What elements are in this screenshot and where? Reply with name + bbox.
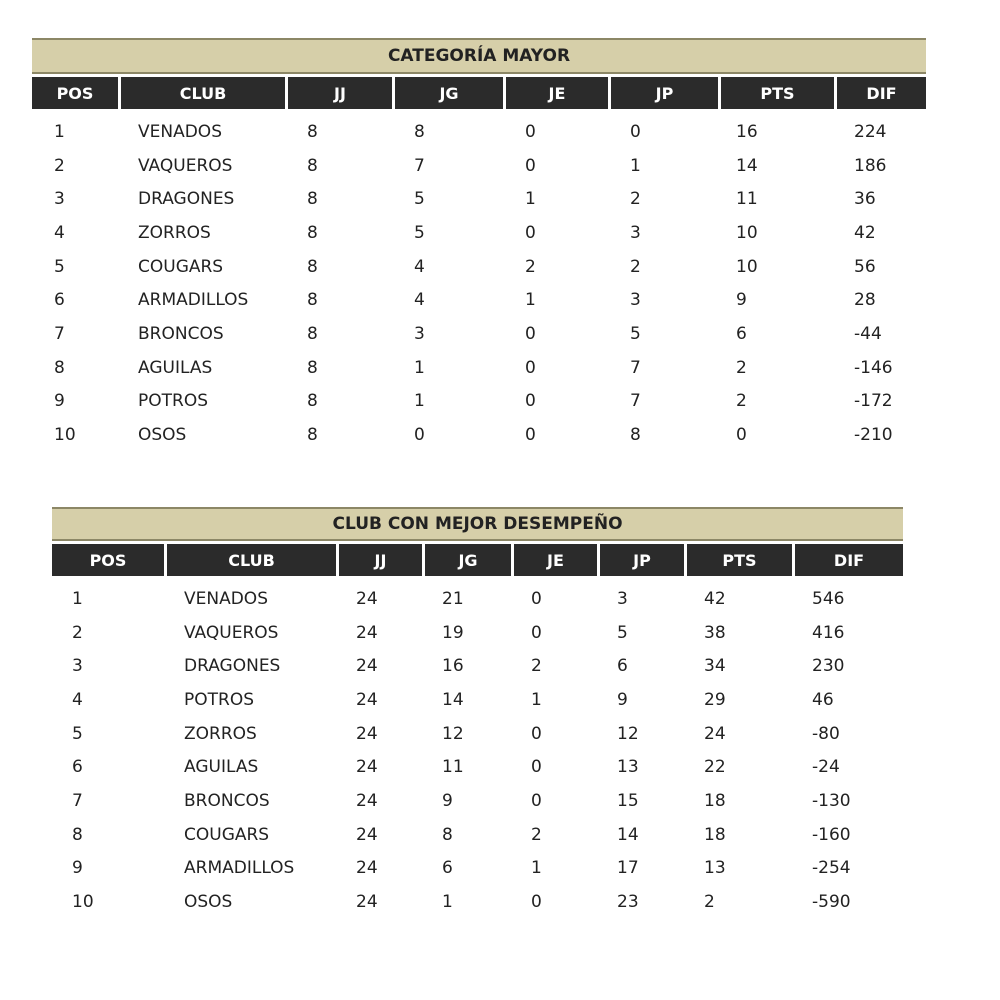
cell-pts: 18	[704, 824, 726, 845]
cell-jp: 2	[630, 256, 641, 277]
column-header-jp: JP	[608, 77, 718, 109]
cell-jp: 5	[630, 323, 641, 344]
column-header-jj: JJ	[285, 77, 392, 109]
cell-pts: 22	[704, 757, 726, 778]
cell-dif: 28	[854, 290, 876, 311]
column-header-club: CLUB	[164, 544, 336, 576]
column-header-pts: PTS	[718, 77, 834, 109]
cell-club: VAQUEROS	[138, 155, 233, 176]
cell-jp: 8	[630, 425, 641, 446]
column-header-pos: POS	[32, 77, 118, 109]
cell-jg: 8	[442, 824, 453, 845]
cell-jp: 23	[617, 892, 639, 913]
cell-dif: -80	[812, 723, 840, 744]
cell-jj: 24	[356, 824, 378, 845]
cell-club: COUGARS	[138, 256, 224, 277]
cell-jg: 8	[414, 121, 425, 142]
cell-jp: 6	[617, 656, 628, 677]
table-row	[32, 317, 926, 351]
cell-pts: 16	[736, 121, 758, 142]
cell-jj: 8	[307, 256, 318, 277]
table-row	[32, 250, 926, 284]
table-row	[52, 885, 903, 919]
table-row	[32, 351, 926, 385]
cell-pos: 10	[54, 425, 76, 446]
standings-table-categoria-mayor	[32, 38, 926, 452]
cell-club: DRAGONES	[184, 656, 281, 677]
cell-pos: 8	[54, 357, 65, 378]
cell-pts: 34	[704, 656, 726, 677]
cell-dif: 230	[812, 656, 845, 677]
cell-je: 0	[531, 757, 542, 778]
cell-jj: 8	[307, 155, 318, 176]
cell-pos: 2	[54, 155, 65, 176]
cell-jj: 24	[356, 588, 378, 609]
cell-je: 0	[525, 391, 536, 412]
column-header-je: JE	[503, 77, 608, 109]
cell-jp: 7	[630, 357, 641, 378]
cell-jj: 24	[356, 656, 378, 677]
cell-jg: 5	[414, 222, 425, 243]
cell-jg: 21	[442, 588, 464, 609]
column-header-club: CLUB	[118, 77, 285, 109]
column-header-jp: JP	[597, 544, 684, 576]
cell-jp: 1	[630, 155, 641, 176]
cell-dif: -24	[812, 757, 840, 778]
cell-club: VAQUEROS	[184, 622, 279, 643]
cell-club: POTROS	[184, 689, 255, 710]
cell-jj: 8	[307, 357, 318, 378]
cell-je: 2	[525, 256, 536, 277]
cell-pts: 2	[736, 391, 747, 412]
table-row	[52, 750, 903, 784]
table-row	[52, 616, 903, 650]
cell-jg: 1	[442, 892, 453, 913]
cell-pos: 6	[72, 757, 83, 778]
column-header-jg: JG	[422, 544, 511, 576]
cell-pos: 5	[72, 723, 83, 744]
cell-je: 0	[525, 155, 536, 176]
cell-club: BRONCOS	[138, 323, 224, 344]
cell-je: 0	[531, 588, 542, 609]
cell-pts: 29	[704, 689, 726, 710]
cell-pos: 4	[54, 222, 65, 243]
cell-pos: 7	[72, 790, 83, 811]
table-title: CATEGORÍA MAYOR	[32, 38, 926, 74]
cell-jj: 24	[356, 622, 378, 643]
table-row	[32, 283, 926, 317]
cell-pts: 9	[736, 290, 747, 311]
cell-je: 1	[525, 189, 536, 210]
cell-jj: 8	[307, 425, 318, 446]
cell-club: COUGARS	[184, 824, 270, 845]
table-row	[52, 649, 903, 683]
header-row	[32, 77, 926, 109]
cell-dif: -254	[812, 858, 851, 879]
cell-club: POTROS	[138, 391, 209, 412]
cell-pos: 6	[54, 290, 65, 311]
table-row	[32, 149, 926, 183]
cell-pos: 5	[54, 256, 65, 277]
standings-table-mejor-desempeno	[52, 507, 903, 919]
cell-jg: 12	[442, 723, 464, 744]
cell-pts: 10	[736, 222, 758, 243]
cell-club: BRONCOS	[184, 790, 270, 811]
cell-dif: 42	[854, 222, 876, 243]
cell-jp: 3	[630, 290, 641, 311]
cell-jg: 14	[442, 689, 464, 710]
cell-jj: 8	[307, 391, 318, 412]
cell-pos: 1	[72, 588, 83, 609]
table-body	[52, 576, 903, 919]
table-title: CLUB CON MEJOR DESEMPEÑO	[52, 507, 903, 541]
cell-je: 2	[531, 824, 542, 845]
cell-club: ARMADILLOS	[138, 290, 249, 311]
column-header-dif: DIF	[792, 544, 903, 576]
cell-jj: 8	[307, 189, 318, 210]
cell-jp: 0	[630, 121, 641, 142]
cell-dif: -210	[854, 425, 893, 446]
cell-pos: 9	[72, 858, 83, 879]
table-row	[52, 852, 903, 886]
cell-dif: 56	[854, 256, 876, 277]
cell-jp: 15	[617, 790, 639, 811]
cell-jj: 24	[356, 892, 378, 913]
cell-jg: 7	[414, 155, 425, 176]
cell-club: ZORROS	[138, 222, 211, 243]
cell-club: VENADOS	[184, 588, 268, 609]
cell-jj: 24	[356, 689, 378, 710]
cell-je: 0	[525, 121, 536, 142]
cell-pos: 3	[54, 189, 65, 210]
cell-jg: 1	[414, 357, 425, 378]
cell-je: 0	[525, 323, 536, 344]
cell-dif: 224	[854, 121, 887, 142]
table-row	[52, 818, 903, 852]
column-header-je: JE	[511, 544, 597, 576]
cell-pts: 14	[736, 155, 758, 176]
cell-club: AGUILAS	[184, 757, 259, 778]
cell-jj: 8	[307, 121, 318, 142]
cell-jp: 2	[630, 189, 641, 210]
cell-jg: 3	[414, 323, 425, 344]
cell-pos: 1	[54, 121, 65, 142]
cell-jj: 8	[307, 290, 318, 311]
table-body	[32, 109, 926, 452]
cell-pts: 2	[704, 892, 715, 913]
cell-je: 0	[531, 892, 542, 913]
cell-dif: -160	[812, 824, 851, 845]
cell-club: DRAGONES	[138, 189, 235, 210]
cell-jp: 3	[617, 588, 628, 609]
table-row	[32, 418, 926, 452]
cell-pts: 38	[704, 622, 726, 643]
cell-pts: 13	[704, 858, 726, 879]
cell-club: ZORROS	[184, 723, 257, 744]
cell-jj: 24	[356, 858, 378, 879]
cell-club: ARMADILLOS	[184, 858, 295, 879]
cell-dif: -590	[812, 892, 851, 913]
table-row	[52, 717, 903, 751]
cell-pts: 18	[704, 790, 726, 811]
cell-jj: 8	[307, 323, 318, 344]
cell-jp: 3	[630, 222, 641, 243]
cell-pos: 8	[72, 824, 83, 845]
cell-je: 0	[531, 790, 542, 811]
cell-dif: 186	[854, 155, 887, 176]
cell-je: 1	[531, 689, 542, 710]
cell-pts: 6	[736, 323, 747, 344]
cell-jg: 16	[442, 656, 464, 677]
cell-jj: 24	[356, 790, 378, 811]
cell-dif: 46	[812, 689, 834, 710]
table-row	[32, 109, 926, 149]
cell-dif: -44	[854, 323, 882, 344]
table-row	[32, 182, 926, 216]
cell-dif: -130	[812, 790, 851, 811]
cell-pos: 10	[72, 892, 94, 913]
cell-dif: 416	[812, 622, 845, 643]
cell-club: OSOS	[138, 425, 187, 446]
cell-jj: 24	[356, 723, 378, 744]
cell-jg: 6	[442, 858, 453, 879]
column-header-pts: PTS	[684, 544, 792, 576]
cell-jp: 5	[617, 622, 628, 643]
cell-jp: 7	[630, 391, 641, 412]
cell-pts: 42	[704, 588, 726, 609]
cell-jg: 9	[442, 790, 453, 811]
cell-dif: 546	[812, 588, 845, 609]
column-header-jg: JG	[392, 77, 503, 109]
cell-je: 0	[525, 425, 536, 446]
table-row	[52, 784, 903, 818]
cell-jp: 17	[617, 858, 639, 879]
cell-je: 1	[531, 858, 542, 879]
cell-pos: 2	[72, 622, 83, 643]
table-row	[52, 576, 903, 616]
cell-pts: 2	[736, 357, 747, 378]
cell-jg: 4	[414, 290, 425, 311]
column-header-jj: JJ	[336, 544, 422, 576]
cell-club: VENADOS	[138, 121, 222, 142]
cell-jp: 14	[617, 824, 639, 845]
cell-club: OSOS	[184, 892, 233, 913]
cell-jp: 13	[617, 757, 639, 778]
cell-jp: 9	[617, 689, 628, 710]
cell-pts: 0	[736, 425, 747, 446]
cell-pos: 9	[54, 391, 65, 412]
cell-dif: 36	[854, 189, 876, 210]
cell-jg: 5	[414, 189, 425, 210]
table-row	[32, 216, 926, 250]
cell-pos: 4	[72, 689, 83, 710]
cell-jg: 4	[414, 256, 425, 277]
cell-pts: 11	[736, 189, 758, 210]
cell-dif: -172	[854, 391, 893, 412]
column-header-dif: DIF	[834, 77, 926, 109]
cell-jj: 8	[307, 222, 318, 243]
cell-club: AGUILAS	[138, 357, 213, 378]
table-row	[32, 385, 926, 419]
cell-je: 1	[525, 290, 536, 311]
cell-pos: 3	[72, 656, 83, 677]
cell-jg: 1	[414, 391, 425, 412]
cell-je: 2	[531, 656, 542, 677]
cell-pts: 10	[736, 256, 758, 277]
cell-je: 0	[525, 357, 536, 378]
column-header-pos: POS	[52, 544, 164, 576]
cell-je: 0	[525, 222, 536, 243]
cell-jg: 11	[442, 757, 464, 778]
cell-jj: 24	[356, 757, 378, 778]
cell-jg: 19	[442, 622, 464, 643]
cell-jg: 0	[414, 425, 425, 446]
cell-pos: 7	[54, 323, 65, 344]
cell-jp: 12	[617, 723, 639, 744]
header-row	[52, 544, 903, 576]
table-row	[52, 683, 903, 717]
cell-je: 0	[531, 622, 542, 643]
cell-je: 0	[531, 723, 542, 744]
cell-dif: -146	[854, 357, 893, 378]
cell-pts: 24	[704, 723, 726, 744]
